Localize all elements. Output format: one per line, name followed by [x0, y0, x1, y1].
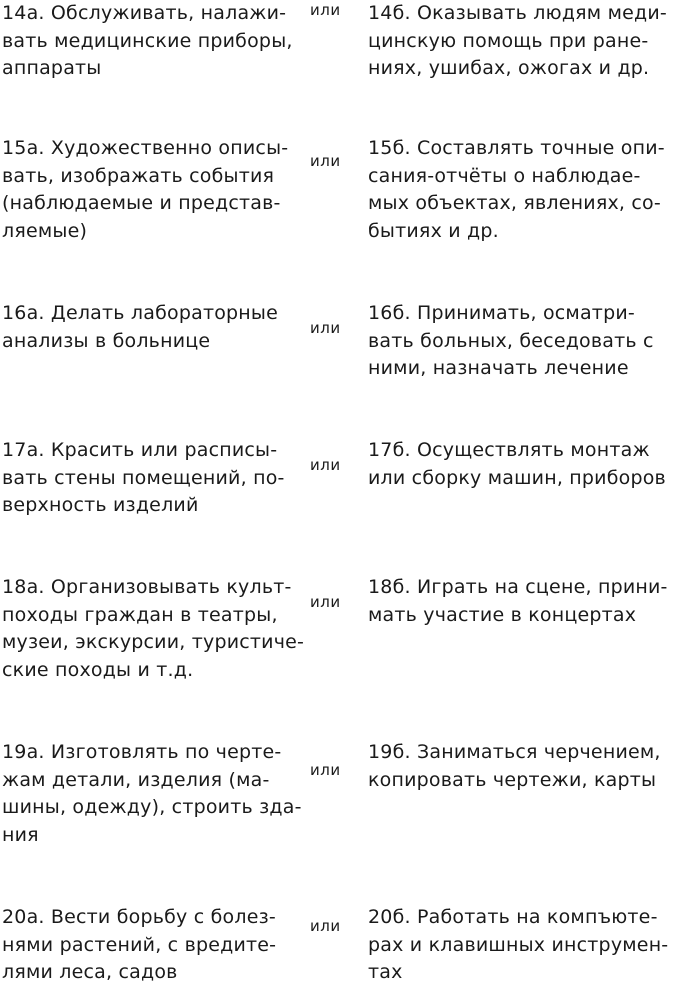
or-separator: или — [310, 761, 341, 779]
option-line: ними, назначать лечение — [368, 357, 629, 379]
option-line: сания-отчёты о наблюдае- — [368, 164, 641, 187]
option-line: вать, изображать события — [2, 164, 275, 187]
option-17a[interactable] — [2, 437, 307, 520]
or-separator: или — [310, 593, 341, 611]
option-line: нями растений, с вредите- — [2, 933, 277, 956]
option-line: вать больных, беседовать с — [368, 329, 654, 352]
option-line: ния — [2, 823, 39, 846]
option-line: ляемые) — [2, 219, 88, 242]
option-line: лями леса, садов — [2, 961, 178, 983]
option-line: мых объектах, явлениях, со- — [368, 192, 661, 214]
option-line: 17а. Красить или расписы- — [2, 439, 278, 461]
option-line: 19а. Изготовлять по черте- — [2, 741, 282, 763]
option-20b[interactable] — [368, 904, 673, 987]
option-line: тах — [368, 961, 403, 983]
option-line: жам детали, изделия (ма- — [2, 768, 270, 791]
option-line: 20а. Вести борьбу с болез- — [2, 906, 276, 928]
option-line: 16а. Делать лабораторные — [2, 302, 279, 324]
option-line: 19б. Заниматься черчением, — [368, 741, 661, 763]
option-line: бытиях и др. — [368, 219, 499, 242]
option-line: аппараты — [2, 57, 102, 79]
option-15a[interactable] — [2, 135, 307, 245]
option-line: вать медицинские приборы, — [2, 29, 293, 52]
option-line: ниях, ушибах, ожогах и др. — [368, 57, 650, 79]
option-line: музеи, экскурсии, туристиче- — [2, 631, 305, 653]
option-line: ские походы и т.д. — [2, 658, 194, 681]
option-line: 15б. Составлять точные опи- — [368, 137, 665, 159]
option-16a[interactable] — [2, 300, 307, 355]
option-14b[interactable] — [368, 0, 673, 83]
option-17b[interactable] — [368, 437, 673, 492]
option-line: 14б. Оказывать людям меди- — [368, 2, 667, 24]
option-line: 18а. Организовывать культ- — [2, 576, 292, 598]
option-line: 18б. Играть на сцене, прини- — [368, 576, 668, 598]
option-line: (наблюдаемые и представ- — [2, 192, 281, 214]
or-separator: или — [310, 152, 341, 170]
option-18b[interactable] — [368, 574, 673, 629]
option-line: 20б. Работать на компъюте- — [368, 906, 658, 928]
option-line: 15а. Художественно описы- — [2, 137, 289, 159]
option-line: верхность изделий — [2, 494, 199, 516]
option-line: вать стены помещений, по- — [2, 466, 285, 489]
option-line: анализы в больнице — [2, 329, 211, 352]
option-line: 17б. Осуществлять монтаж — [368, 439, 650, 461]
option-15b[interactable] — [368, 135, 673, 245]
option-16b[interactable] — [368, 300, 673, 383]
option-line: шины, одежду), строить зда- — [2, 796, 302, 818]
option-line: 14а. Обслуживать, налажи- — [2, 2, 287, 24]
option-line: 16б. Принимать, осматри- — [368, 302, 635, 324]
option-19a[interactable] — [2, 739, 307, 849]
or-separator: или — [310, 456, 341, 474]
option-line: копировать чертежи, карты — [368, 768, 657, 791]
option-18a[interactable] — [2, 574, 307, 684]
or-separator: или — [310, 917, 341, 935]
option-14a[interactable] — [2, 0, 307, 83]
option-19b[interactable] — [368, 739, 673, 794]
option-line: походы граждан в театры, — [2, 603, 278, 626]
option-line: или сборку машин, приборов — [368, 466, 666, 489]
option-line: цинскую помощь при ране- — [368, 29, 649, 52]
or-separator: или — [310, 1, 341, 19]
option-line: рах и клавишных инструмен- — [368, 933, 669, 956]
option-20a[interactable] — [2, 904, 307, 987]
option-line: мать участие в концертах — [368, 603, 637, 626]
or-separator: или — [310, 319, 341, 337]
